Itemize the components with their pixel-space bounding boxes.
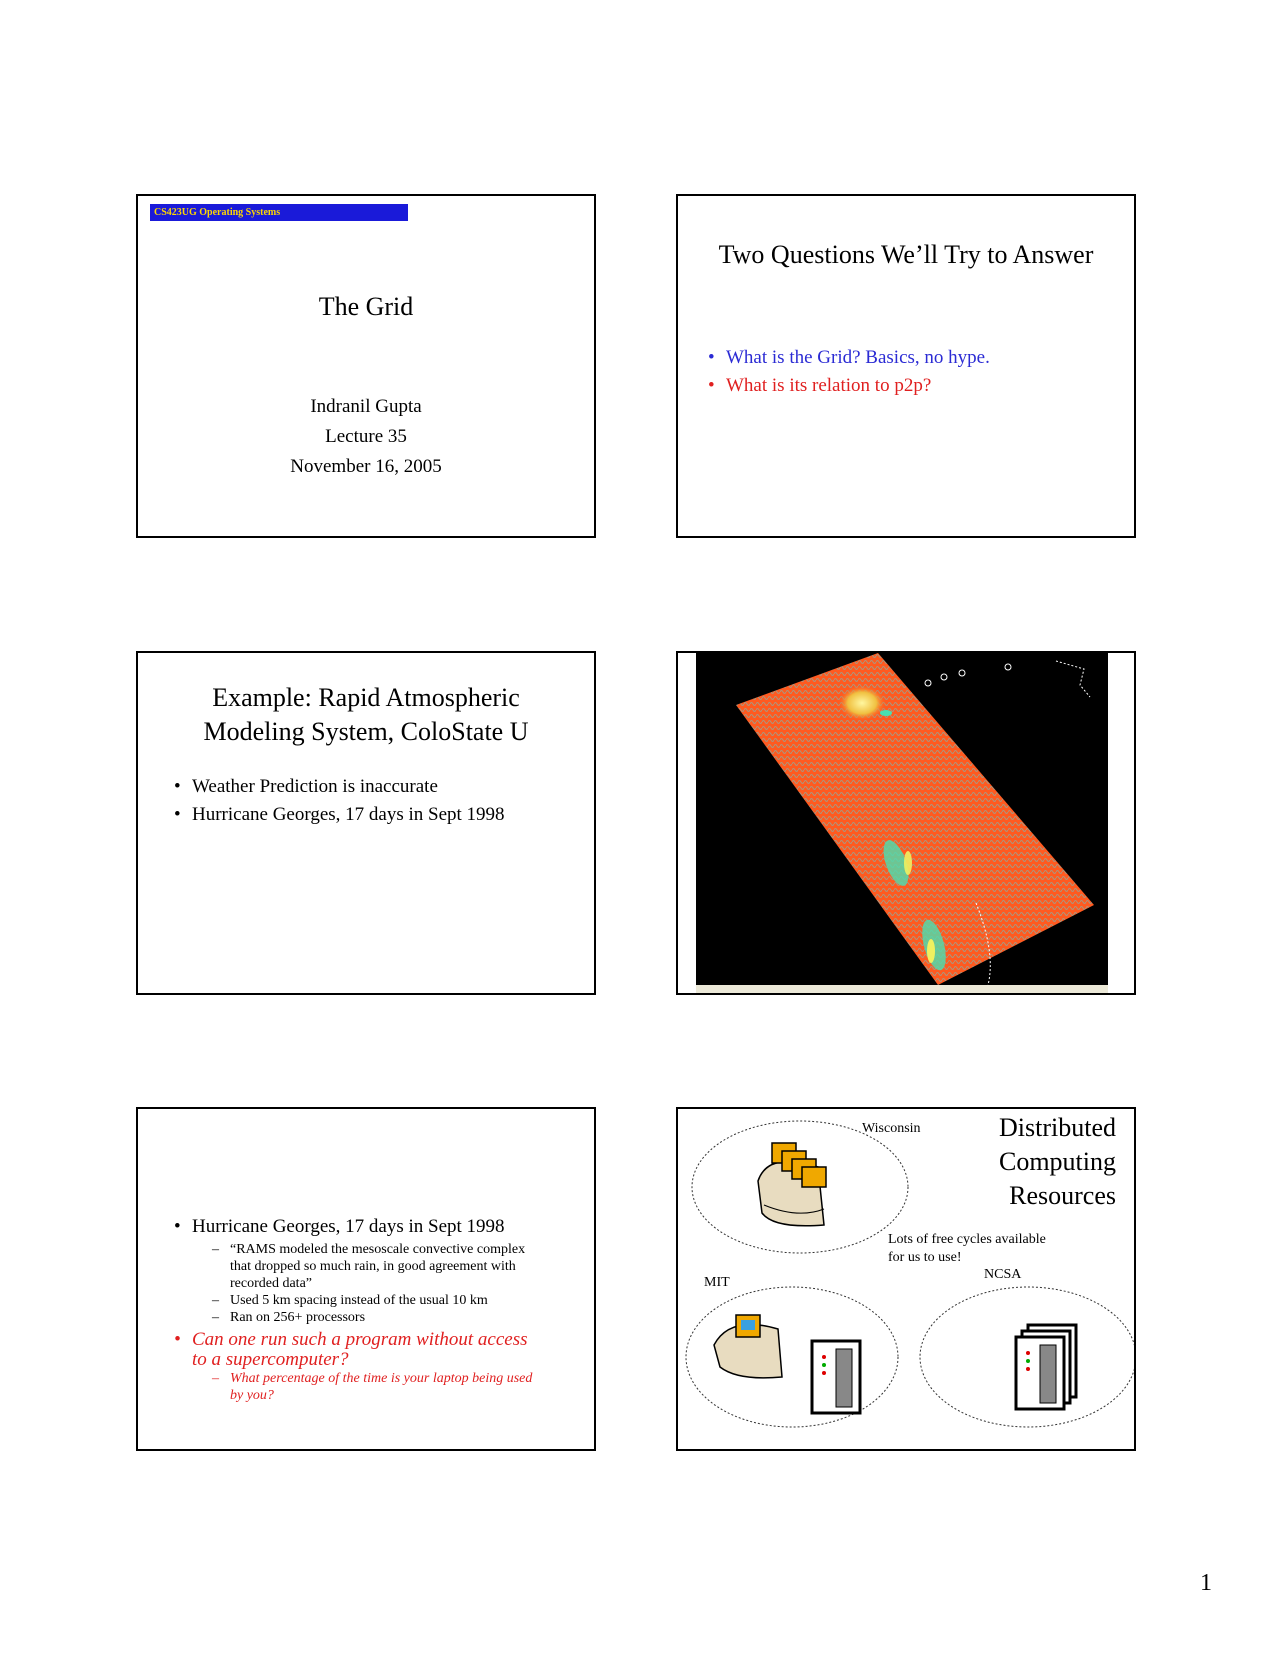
bullet-text: Can one run such a program without access to a supercomputer? bbox=[192, 1329, 528, 1370]
sub-item: – Used 5 km spacing instead of the usual 10 km bbox=[212, 1292, 544, 1309]
slide-heading bbox=[138, 681, 594, 749]
free-cycles-note bbox=[888, 1231, 1046, 1267]
heading-line: Modeling System, ColoState U bbox=[203, 717, 529, 746]
slide-distributed-resources bbox=[676, 1107, 1136, 1451]
workstation-icon bbox=[714, 1315, 782, 1378]
heading-line: Resources bbox=[1009, 1181, 1116, 1210]
wisconsin-label: Wisconsin bbox=[862, 1121, 921, 1136]
note-line: Lots of free cycles available bbox=[888, 1232, 1046, 1247]
bullet-item: • Weather Prediction is inaccurate bbox=[174, 773, 505, 801]
server-stack-icon bbox=[1016, 1325, 1076, 1409]
slide-heading: Two Questions We’ll Try to Answer bbox=[718, 240, 1094, 269]
lecture-number: Lecture 35 bbox=[325, 426, 407, 447]
ncsa-label: NCSA bbox=[984, 1267, 1022, 1282]
sub-item: – Ran on 256+ processors bbox=[212, 1309, 544, 1326]
question-item: • What is its relation to p2p? bbox=[708, 372, 990, 400]
slide-title-text: The Grid bbox=[318, 292, 414, 321]
image-footer-bar bbox=[696, 985, 1108, 995]
sub-list bbox=[192, 1370, 544, 1404]
bullet-list bbox=[174, 1213, 544, 1404]
bullet-item bbox=[174, 1213, 544, 1326]
server-icon bbox=[812, 1341, 860, 1413]
author-name: Indranil Gupta bbox=[310, 396, 422, 417]
heading-line: Distributed bbox=[999, 1113, 1116, 1142]
slide-hurricane-details bbox=[136, 1107, 596, 1451]
bullet-list bbox=[174, 773, 505, 829]
bullet-text: Hurricane Georges, 17 days in Sept 1998 bbox=[192, 1216, 505, 1237]
note-line: for us to use! bbox=[888, 1250, 962, 1265]
slide-rams-example bbox=[136, 651, 596, 995]
resource-diagram bbox=[678, 1109, 1134, 1449]
hurricane-core bbox=[838, 685, 886, 721]
mit-label: MIT bbox=[704, 1275, 730, 1290]
bullet-item bbox=[174, 1330, 544, 1404]
sub-list bbox=[192, 1241, 544, 1326]
author-block bbox=[138, 392, 594, 482]
question-list bbox=[708, 344, 990, 400]
course-label: CS423UG Operating Systems bbox=[150, 204, 408, 221]
slide-two-questions bbox=[676, 194, 1136, 538]
sub-item: – “RAMS modeled the mesoscale convective complex that dropped so much rain, in good agreement with recorded data” bbox=[212, 1241, 544, 1292]
lecture-date: November 16, 2005 bbox=[290, 456, 442, 477]
weather-simulation-image bbox=[696, 653, 1108, 985]
question-item: • What is the Grid? Basics, no hype. bbox=[708, 344, 990, 372]
heading-line: Example: Rapid Atmospheric bbox=[212, 683, 520, 712]
page-number: 1 bbox=[1200, 1570, 1212, 1596]
heading-line: Computing bbox=[998, 1147, 1116, 1176]
workstation-cluster-icon bbox=[758, 1143, 826, 1226]
sub-item: – What percentage of the time is your laptop being used by you? bbox=[212, 1370, 544, 1404]
slide-title bbox=[136, 194, 596, 538]
slide-weather-image bbox=[676, 651, 1136, 995]
bullet-item: • Hurricane Georges, 17 days in Sept 1998 bbox=[174, 801, 505, 829]
